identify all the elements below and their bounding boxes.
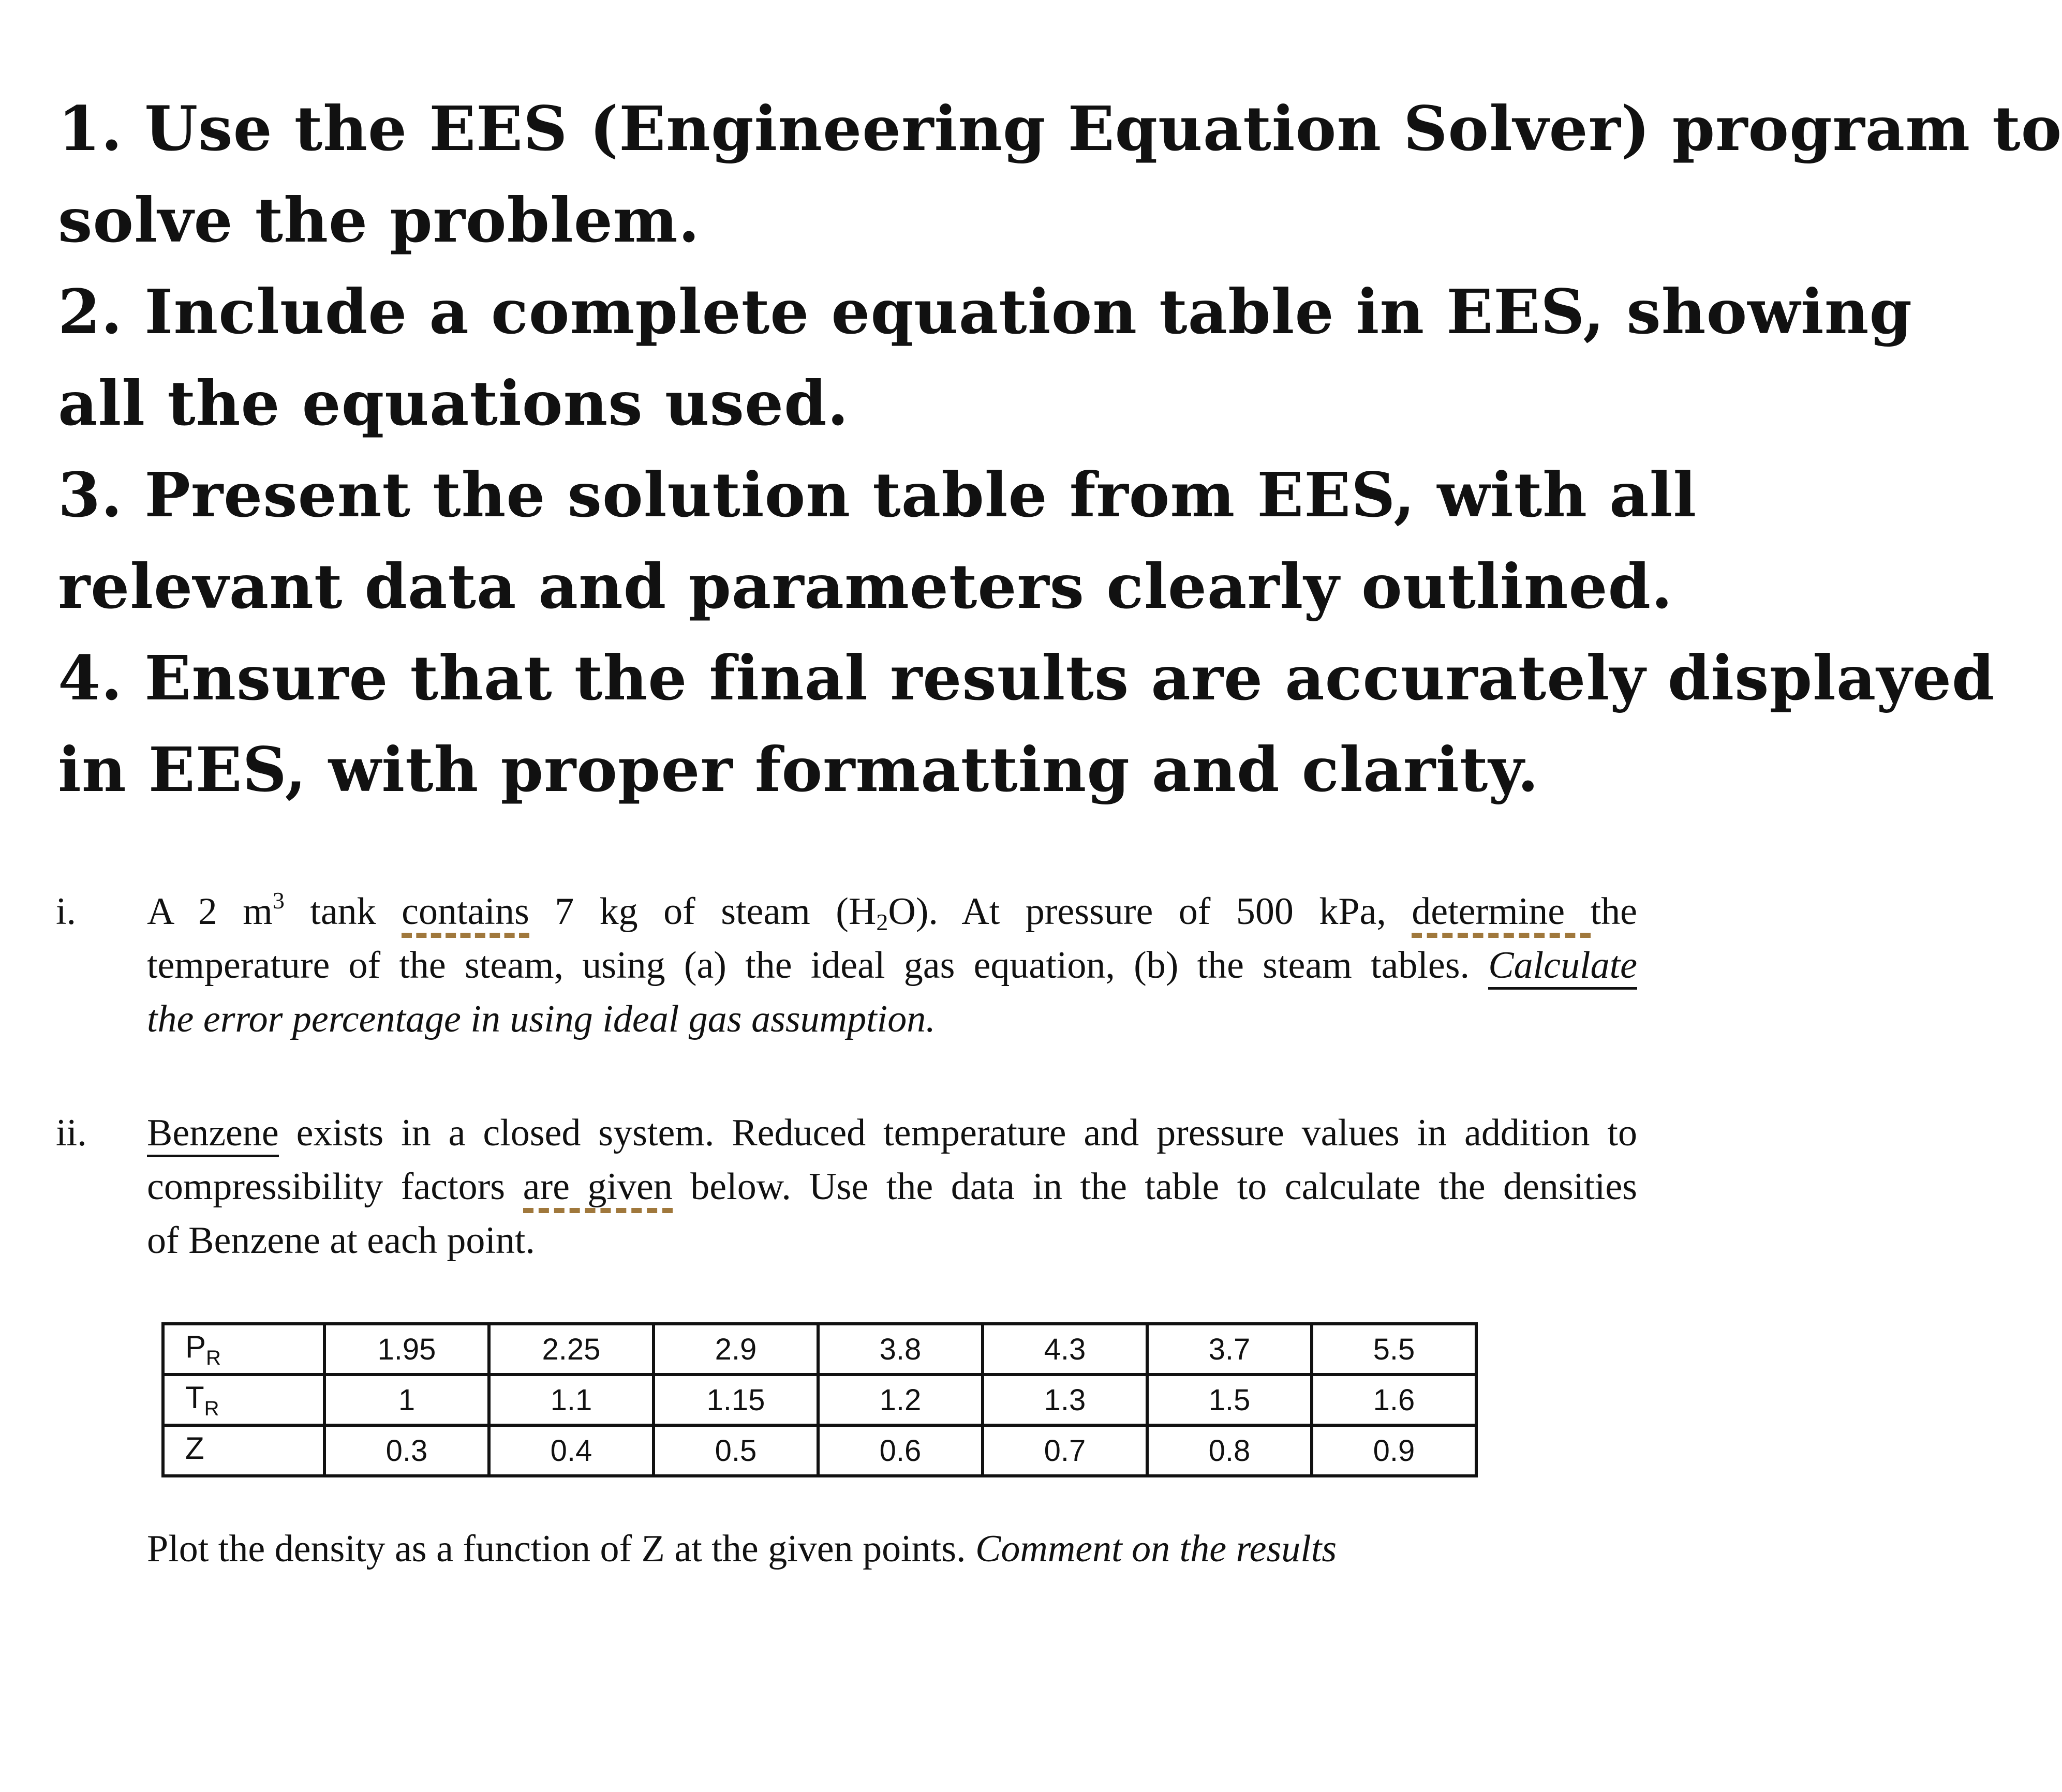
table-cell: 0.7	[983, 1425, 1147, 1476]
table-cell: 1.5	[1147, 1375, 1312, 1425]
instruction-line: 3. Present the solution table from EES, with all	[58, 459, 1697, 531]
problem-line	[147, 1160, 1637, 1214]
problem-line	[147, 1106, 1637, 1160]
table-cell: 3.7	[1147, 1324, 1312, 1375]
instruction-line: solve the problem.	[58, 184, 700, 256]
table-cell: 0.6	[818, 1425, 983, 1476]
table-cell: 1.15	[654, 1375, 818, 1425]
row-header-pr	[163, 1324, 324, 1375]
problem-line: the error percentage in using ideal gas assumption.	[147, 998, 936, 1040]
instruction-line: relevant data and parameters clearly outlined.	[58, 550, 1673, 622]
text-run: O). At pressure of 500 kPa,	[888, 890, 1412, 933]
text-run: 7 kg of steam (H	[529, 890, 877, 933]
subscript: 2	[876, 909, 888, 935]
row-label-subscript: R	[206, 1346, 221, 1369]
table-cell: 1.1	[489, 1375, 654, 1425]
table-cell: 0.9	[1312, 1425, 1476, 1476]
text-run: below. Use the data in the table to calculate the densities	[672, 1166, 1637, 1208]
instructions-block	[58, 83, 2062, 815]
table-cell: 1.6	[1312, 1375, 1476, 1425]
table-cell: 0.3	[324, 1425, 489, 1476]
grammar-flag-determine: determine	[1412, 890, 1590, 938]
text-run: temperature of the steam, using (a) the ideal gas equation, (b) the steam tables.	[147, 944, 1489, 987]
problem-text	[147, 885, 1637, 1046]
problem-line: of Benzene at each point.	[147, 1219, 535, 1262]
table-cell: 1.95	[324, 1324, 489, 1375]
benzene-data-table	[161, 1322, 1478, 1477]
table-cell: 2.25	[489, 1324, 654, 1375]
benzene-underlined: Benzene	[147, 1112, 279, 1157]
problem-numeral: i.	[56, 890, 77, 933]
text-run: exists in a closed system. Reduced temperature and pressure values in addition to	[278, 1112, 1637, 1154]
row-header-tr	[163, 1375, 324, 1425]
text-run: compressibility factors	[147, 1166, 523, 1208]
table-cell: 0.5	[654, 1425, 818, 1476]
table-cell: 0.4	[489, 1425, 654, 1476]
table-cell: 1.2	[818, 1375, 983, 1425]
table-cell: 3.8	[818, 1324, 983, 1375]
instruction-line: 4. Ensure that the final results are accurately displayed	[58, 642, 1995, 714]
table-cell: 1	[324, 1375, 489, 1425]
table-cell: 2.9	[654, 1324, 818, 1375]
row-label: Z	[185, 1430, 204, 1466]
row-label: P	[185, 1329, 206, 1364]
table-row	[163, 1375, 1476, 1425]
table-cell: 0.8	[1147, 1425, 1312, 1476]
problem-line	[147, 938, 1637, 992]
table-cell: 5.5	[1312, 1324, 1476, 1375]
text-run: tank	[284, 890, 402, 933]
superscript: 3	[272, 887, 285, 914]
instruction-line: 1. Use the EES (Engineering Equation Solver) program to	[58, 93, 2062, 165]
problem-line	[147, 885, 1637, 938]
calculate-emphasis: Calculate	[1488, 944, 1637, 990]
table-cell: 4.3	[983, 1324, 1147, 1375]
text-run: A 2 m	[147, 890, 273, 933]
grammar-flag-are-given: are given	[523, 1166, 673, 1213]
problem-text	[147, 1106, 1637, 1267]
text-run: the	[1590, 890, 1637, 933]
instruction-line: in EES, with proper formatting and clarity.	[58, 734, 1539, 805]
comment-emphasis: Comment on the results	[975, 1528, 1337, 1570]
row-header-z	[163, 1425, 324, 1476]
table-row	[163, 1425, 1476, 1476]
table-row	[163, 1324, 1476, 1375]
instruction-line: all the equations used.	[58, 367, 849, 439]
grammar-flag-contains: contains	[402, 890, 529, 938]
instruction-line: 2. Include a complete equation table in EES, showing	[58, 276, 1912, 348]
problem-numeral: ii.	[56, 1112, 87, 1154]
row-label-subscript: R	[204, 1397, 219, 1420]
row-label: T	[185, 1380, 204, 1415]
text-run: Plot the density as a function of Z at the given points.	[147, 1528, 976, 1570]
data-table	[161, 1322, 1478, 1477]
plot-instruction	[147, 1527, 1337, 1571]
table-cell: 1.3	[983, 1375, 1147, 1425]
